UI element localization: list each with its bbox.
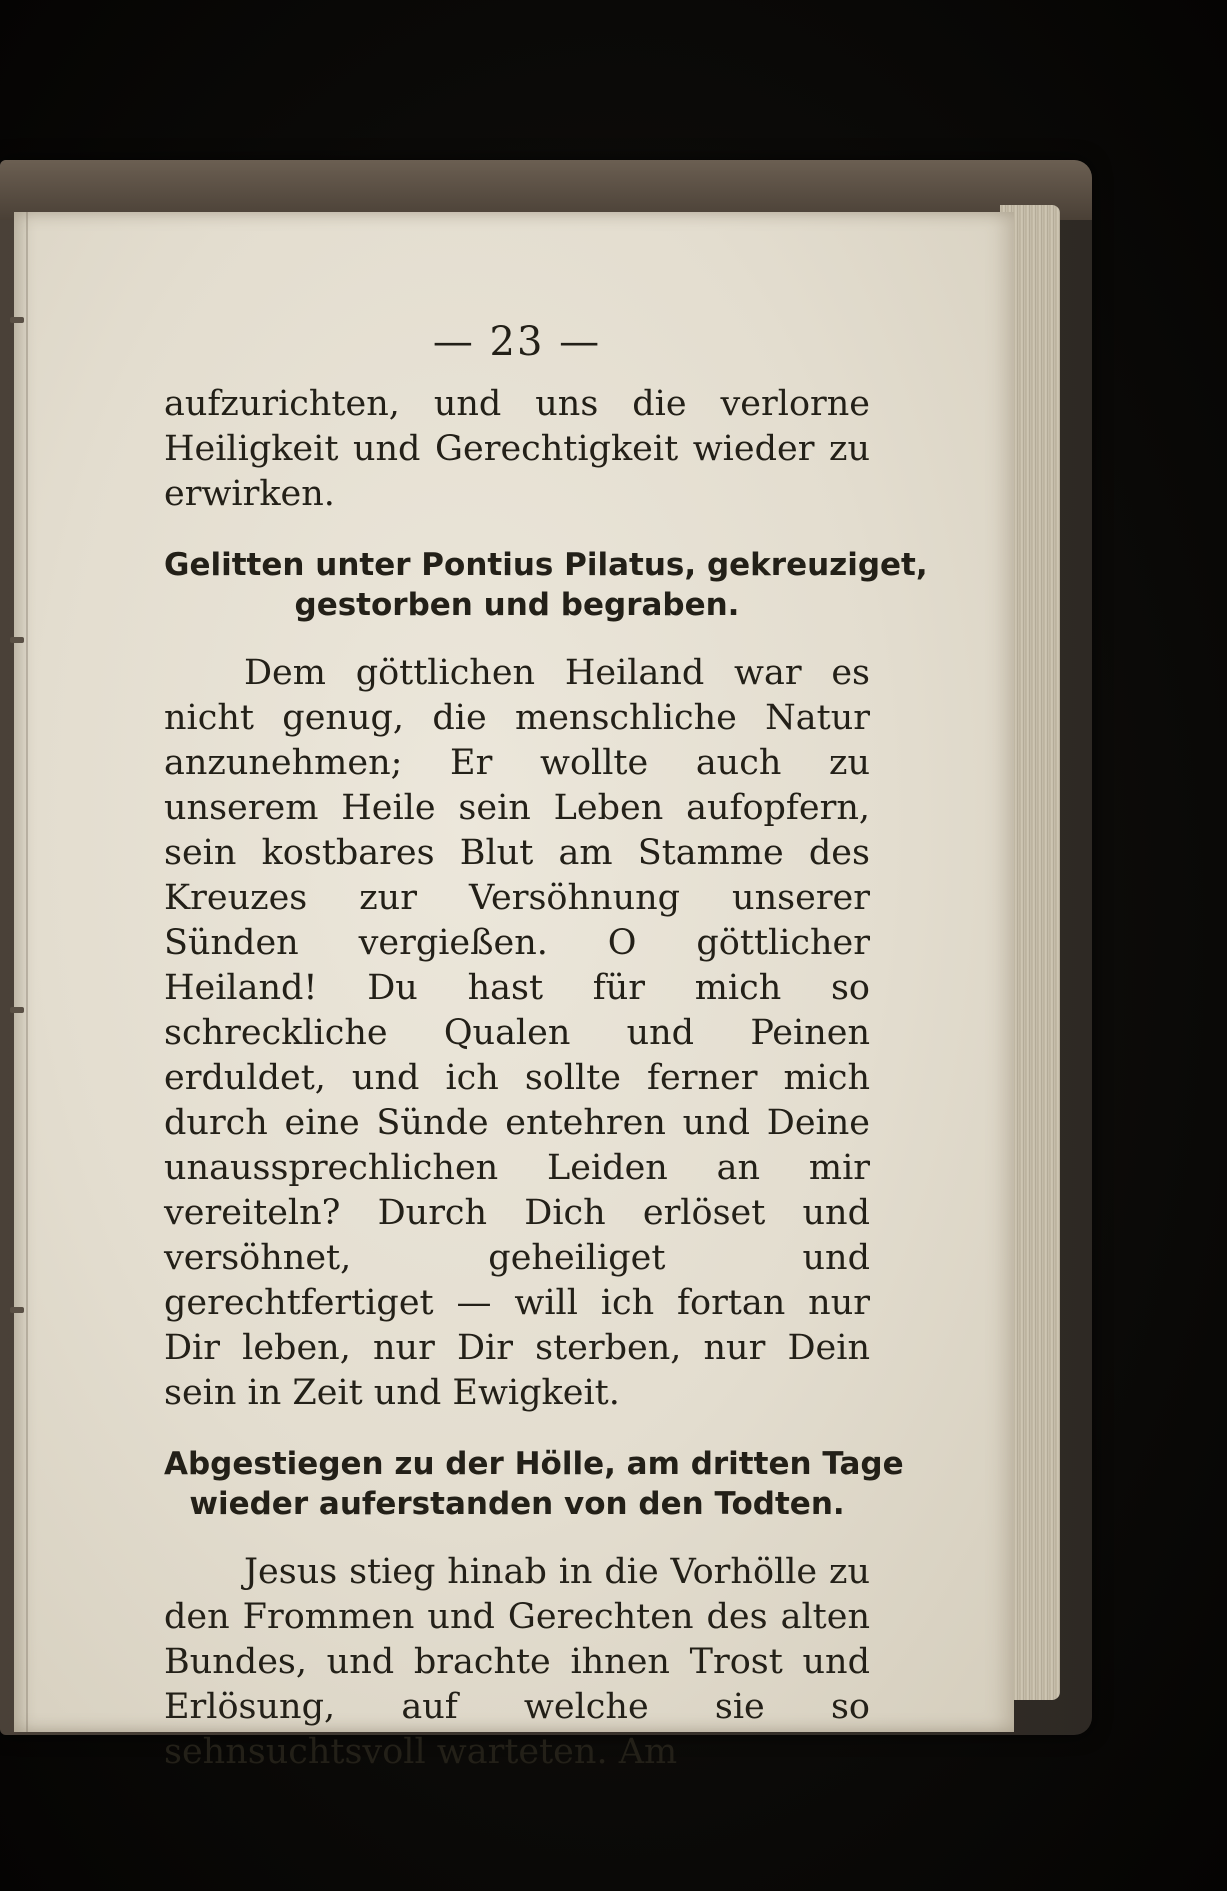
page-text [164, 319, 928, 1775]
heading-line: Abgestiegen zu der Hölle, am dritten Tage [164, 1446, 904, 1482]
heading-line: wieder auferstanden von den Todten. [189, 1486, 845, 1522]
section-heading-descended [164, 1444, 904, 1524]
page-number: — 23 — [432, 319, 602, 365]
binding-stitch [10, 317, 24, 323]
paragraph-continuation: aufzurichten, und uns die verlorne Heiligkeit und Gerechtigkeit wieder zu erwirken. [164, 384, 870, 514]
paragraph-passion: Dem göttlichen Heiland war es nicht genug, die menschliche Natur anzunehmen; Er wollte auch zu unserem Heile sein Leben aufopfern, sein kostbares Blut am Stamme des Kreuzes zur Versöhnung unserer Sünden vergießen. O göttlicher Heiland! Du hast für mich so schreckliche Qualen und Peinen erduldet, und ich sollte ferner mich durch eine Sünde entehren und Deine unaussprechlichen Leiden an mir vereiteln? Durch Dich erlöset und versöhnet, geheiliget und gerechtfertiget — will ich fortan nur Dir leben, nur Dir sterben, nur Dein sein in Zeit und Ewigkeit. [164, 653, 870, 1413]
binding-stitch [10, 1307, 24, 1313]
binding-stitch [10, 1007, 24, 1013]
gutter-line [26, 212, 28, 1732]
section-heading-crucified [164, 545, 928, 625]
heading-line: gestorben und begraben. [294, 587, 740, 623]
binding-stitch [10, 637, 24, 643]
heading-line: Gelitten unter Pontius Pilatus, gekreuziget, [164, 547, 928, 583]
book-page [14, 212, 1014, 1772]
paragraph-descent: Jesus stieg hinab in die Vorhölle zu den Frommen und Gerechten des alten Bundes, und brachte ihnen Trost und Erlösung, auf welche sie so sehnsuchtsvoll warteten. Am [164, 1552, 870, 1772]
book-cover-top-edge [0, 160, 1092, 220]
